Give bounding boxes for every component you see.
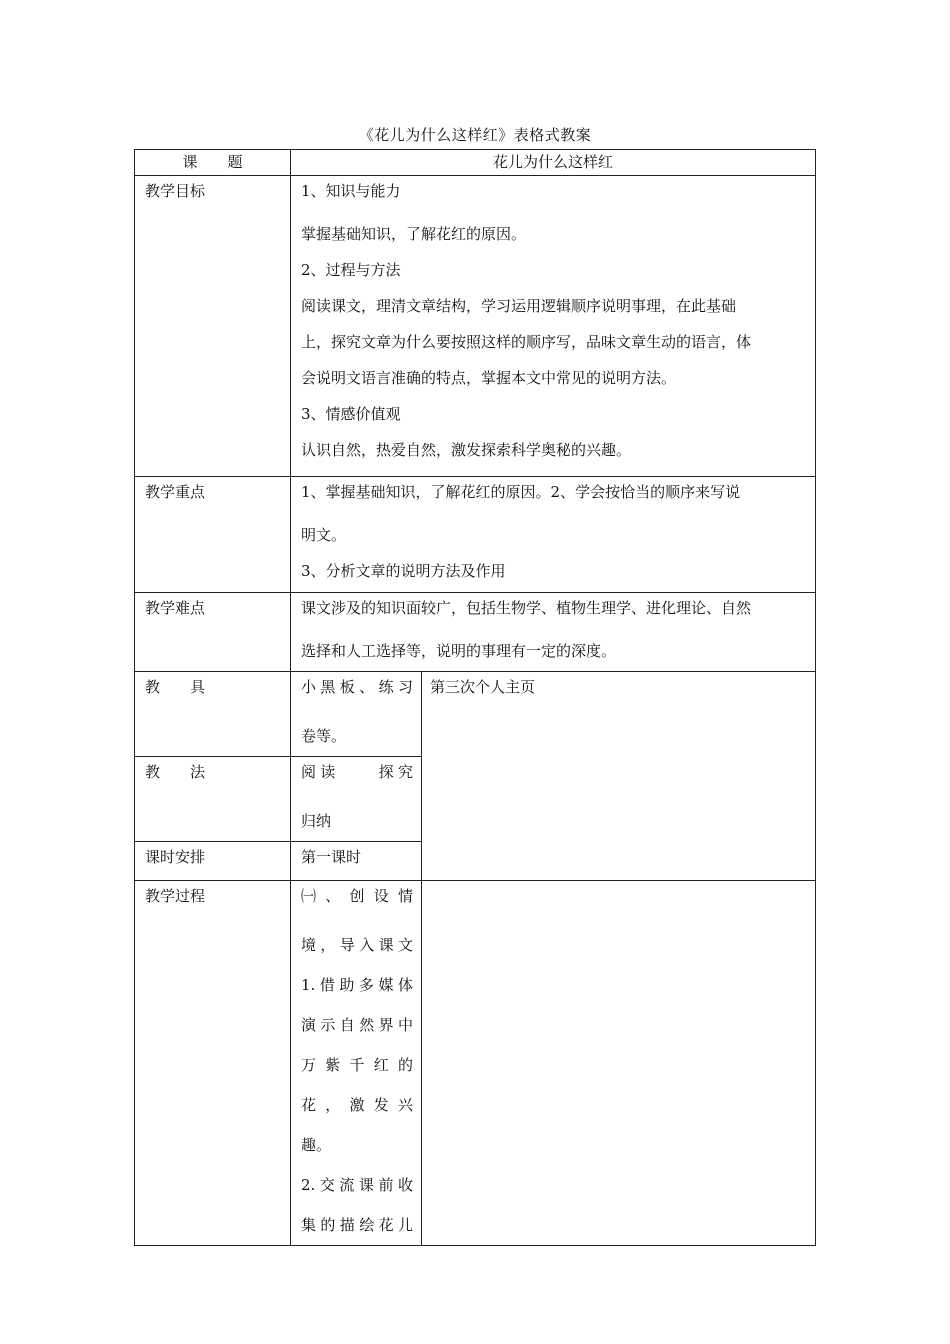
key-points-content (291, 477, 815, 591)
goals-heading-3: 3、情感价值观 (301, 405, 401, 423)
document-title: 《花儿为什么这样红》表格式教案 (358, 126, 592, 144)
process-line: ㈠、创设情 (301, 887, 413, 905)
schedule-label: 课时安排 (145, 848, 206, 866)
difficulties-content (291, 593, 815, 671)
tools-line-1: 小黑板、练习 (301, 678, 413, 696)
side-note: 第三次个人主页 (430, 678, 536, 696)
key-points-label: 教学重点 (145, 483, 206, 501)
goals-label: 教学目标 (145, 182, 206, 200)
process-content (291, 881, 421, 1245)
difficulties-line-1: 课文涉及的知识面较广，包括生物学、植物生理学、进化理论、自然 (301, 599, 752, 617)
goals-text-2-line-3: 会说明文语言准确的特点，掌握本文中常见的说明方法。 (301, 369, 677, 387)
topic-label: 课 题 (182, 153, 243, 171)
process-label: 教学过程 (145, 887, 206, 905)
goals-text-2-line-1: 阅读课文，理清文章结构，学习运用逻辑顺序说明事理，在此基础 (301, 297, 737, 315)
tools-content (291, 672, 421, 756)
process-line: 趣。 (301, 1136, 332, 1154)
goals-text-3: 认识自然，热爱自然，激发探索科学奥秘的兴趣。 (301, 441, 632, 459)
method-label: 教 法 (145, 763, 206, 781)
method-content (291, 757, 421, 841)
method-line-2: 归纳 (301, 812, 332, 830)
process-line: 花，激发兴 (301, 1096, 413, 1114)
process-line: 境，导入课文 (301, 936, 413, 954)
goals-heading-2: 2、过程与方法 (301, 261, 401, 279)
key-points-row (135, 477, 816, 593)
process-line: 1.借助多媒体 (301, 976, 413, 994)
process-notes-cell (422, 881, 816, 1246)
difficulties-line-2: 选择和人工选择等，说明的事理有一定的深度。 (301, 642, 617, 660)
process-line: 集的描绘花儿 (301, 1216, 413, 1234)
process-row (135, 881, 816, 1246)
schedule-value: 第一课时 (301, 848, 362, 866)
process-line: 演示自然界中 (301, 1016, 413, 1034)
goals-heading-1: 1、知识与能力 (301, 182, 401, 200)
key-points-line-3: 3、分析文章的说明方法及作用 (301, 562, 506, 580)
process-line: 万紫千红的 (301, 1056, 413, 1074)
tools-line-2: 卷等。 (301, 727, 347, 745)
difficulties-label: 教学难点 (145, 599, 206, 617)
topic-value: 花儿为什么这样红 (493, 153, 614, 171)
method-line-1: 阅读 探究 (301, 763, 413, 781)
difficulties-row (135, 593, 816, 672)
tools-label: 教 具 (145, 678, 206, 696)
key-points-line-2: 明文。 (301, 526, 347, 544)
goals-text-2-line-2: 上，探究文章为什么要按照这样的顺序写，品味文章生动的语言，体 (301, 333, 752, 351)
tools-row (135, 672, 816, 757)
key-points-line-1: 1、掌握基础知识，了解花红的原因。2、学会按恰当的顺序来写说 (301, 483, 741, 501)
lesson-plan-table (134, 149, 816, 1246)
goals-text-1: 掌握基础知识，了解花红的原因。 (301, 225, 527, 243)
topic-row (135, 150, 816, 176)
process-line: 2.交流课前收 (301, 1176, 413, 1194)
goals-content (291, 176, 815, 470)
goals-row (135, 176, 816, 477)
